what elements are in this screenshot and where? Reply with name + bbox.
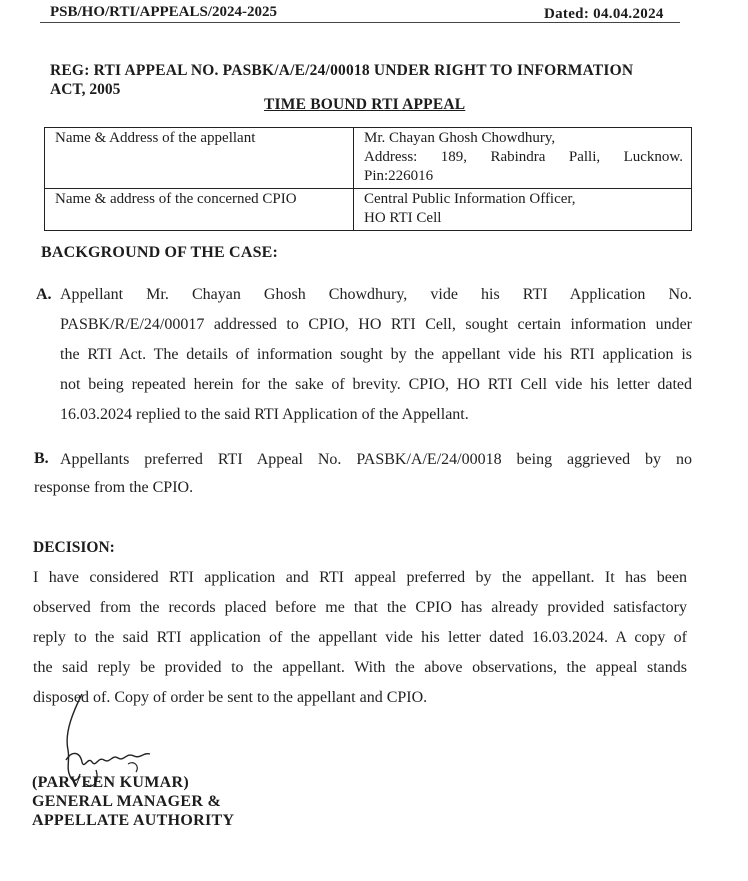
item-b-line-1-wrap [60, 450, 692, 470]
decision-line: disposed of. Copy of order be sent to the appellant and CPIO. [33, 689, 428, 706]
decision-line: I have considered RTI application and RTI appeal preferred by the appellant. It has been [33, 569, 687, 586]
table-row [45, 189, 692, 231]
table-row [45, 128, 692, 189]
signatory-name: (PARVEEN KUMAR) [32, 774, 189, 791]
signatory-designation: GENERAL MANAGER & [32, 793, 222, 810]
table-cell-label: Name & Address of the appellant [45, 128, 354, 189]
item-b-line: Appellants preferred RTI Appeal No. PASBK/A/E/24/00018 being aggrieved by no [60, 451, 692, 468]
document-title: TIME BOUND RTI APPEAL [264, 96, 466, 113]
item-a-line: PASBK/R/E/24/00017 addressed to CPIO, HO RTI Cell, sought certain information under [60, 316, 692, 333]
table-cell-value [354, 189, 692, 231]
decision-heading: DECISION: [33, 539, 115, 556]
appellant-name: Mr. Chayan Ghosh Chowdhury, [364, 130, 556, 146]
cpio-title: Central Public Information Officer, [364, 191, 576, 207]
signatory-block [32, 773, 234, 830]
item-a-line: not being repeated herein for the sake of brevity. CPIO, HO RTI Cell vide his letter dated [60, 376, 692, 393]
item-a-marker: A. [36, 286, 52, 303]
item-a-line: the RTI Act. The details of information sought by the appellant vide his RTI application is [60, 346, 692, 363]
item-a-paragraph [60, 280, 692, 430]
decision-line: observed from the records placed before me that the CPIO has already provided satisfactory [33, 599, 687, 616]
document-date: Dated: 04.04.2024 [544, 6, 664, 22]
appellant-pin: Pin:226016 [364, 168, 434, 184]
subject-line-2: ACT, 2005 [50, 81, 121, 98]
signatory-authority: APPELLATE AUTHORITY [32, 812, 235, 829]
reference-number: PSB/HO/RTI/APPEALS/2024-2025 [50, 4, 277, 20]
appellant-address: Address: 189, Rabindra Palli, Lucknow. [364, 149, 683, 165]
item-b-line: response from the CPIO. [34, 479, 194, 496]
table-cell-value [354, 128, 692, 189]
decision-line: the said reply be provided to the appellant. With the above observations, the appeal stands [33, 659, 687, 676]
parties-table [44, 127, 692, 231]
item-b-marker: B. [34, 450, 49, 467]
decision-line: reply to the said RTI application of the appellant vide his letter dated 16.03.2024. A copy of [33, 629, 687, 646]
item-a-line: 16.03.2024 replied to the said RTI Application of the Appellant. [60, 406, 469, 423]
item-a-line: Appellant Mr. Chayan Ghosh Chowdhury, vide his RTI Application No. [60, 286, 692, 303]
subject-line-1: REG: RTI APPEAL NO. PASBK/A/E/24/00018 UNDER RIGHT TO INFORMATION [50, 62, 634, 79]
table-cell-label: Name & address of the concerned CPIO [45, 189, 354, 231]
cpio-cell: HO RTI Cell [364, 210, 442, 226]
background-heading: BACKGROUND OF THE CASE: [41, 244, 279, 261]
item-b-line-2-wrap [34, 476, 674, 500]
